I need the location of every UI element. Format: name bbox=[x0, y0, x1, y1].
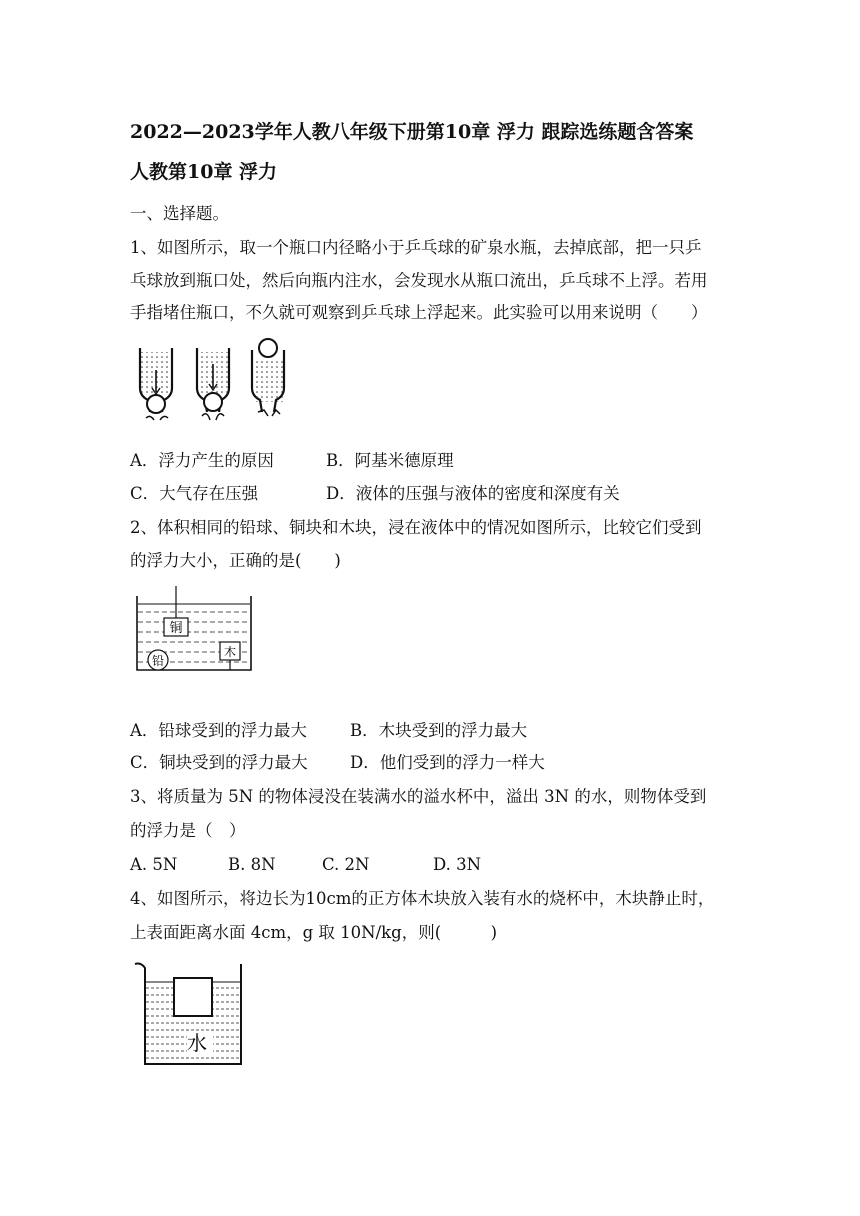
q3-option-b[interactable]: B. 8N bbox=[228, 855, 276, 874]
wood-label: 木 bbox=[223, 645, 237, 659]
lead-label: 铅 bbox=[151, 654, 165, 668]
q3-option-a[interactable]: A. 5N bbox=[130, 855, 178, 874]
q1-line-2: 乓球放到瓶口处，然后向瓶内注水，会发现水从瓶口流出，乒乓球不上浮。若用 bbox=[130, 271, 708, 290]
q1-option-a[interactable]: A．浮力产生的原因 bbox=[130, 451, 274, 470]
q4-beaker-figure bbox=[133, 960, 248, 1072]
q1-option-d[interactable]: D．液体的压强与液体的密度和深度有关 bbox=[326, 484, 620, 503]
q1-option-b[interactable]: B．阿基米德原理 bbox=[326, 451, 454, 470]
q2-option-b[interactable]: B．木块受到的浮力最大 bbox=[350, 721, 528, 740]
q2-liquid-container-figure bbox=[134, 586, 254, 676]
document-subtitle: 人教第10章 浮力 bbox=[130, 161, 278, 183]
q1-bottles-figure bbox=[130, 340, 290, 425]
q3-line-1: 3、将质量为 5N 的物体浸没在装满水的溢水杯中，溢出 3N 的水，则物体受到 bbox=[130, 787, 707, 806]
water-label: 水 bbox=[187, 1031, 207, 1055]
copper-label: 铜 bbox=[169, 621, 183, 636]
q4-line-2: 上表面距离水面 4cm，g 取 10N/kg，则( ) bbox=[130, 923, 498, 942]
document-title: 2022—2023学年人教八年级下册第10章 浮力 跟踪选练题含答案 bbox=[130, 121, 694, 143]
q1-line-3: 手指堵住瓶口，不久就可观察到乒乓球上浮起来。此实验可以用来说明（ ） bbox=[130, 303, 708, 322]
q2-option-a[interactable]: A．铅球受到的浮力最大 bbox=[130, 721, 307, 740]
q2-line-2: 的浮力大小，正确的是( ) bbox=[130, 551, 341, 570]
q2-line-1: 2、体积相同的铅球、铜块和木块，浸在液体中的情况如图所示，比较它们受到 bbox=[130, 518, 702, 537]
section-heading: 一、选择题。 bbox=[130, 204, 229, 223]
q4-line-1: 4、如图所示，将边长为10cm的正方体木块放入装有水的烧杯中，木块静止时， bbox=[130, 889, 715, 908]
q1-line-1: 1、如图所示，取一个瓶口内径略小于乒乓球的矿泉水瓶，去掉底部，把一只乒 bbox=[130, 238, 702, 257]
q3-line-2: 的浮力是（ ） bbox=[130, 821, 246, 840]
q1-option-c[interactable]: C．大气存在压强 bbox=[130, 484, 259, 503]
q3-option-c[interactable]: C. 2N bbox=[322, 855, 370, 874]
q2-option-d[interactable]: D．他们受到的浮力一样大 bbox=[350, 753, 545, 772]
q2-option-c[interactable]: C．铜块受到的浮力最大 bbox=[130, 753, 308, 772]
q3-option-d[interactable]: D. 3N bbox=[433, 855, 482, 874]
